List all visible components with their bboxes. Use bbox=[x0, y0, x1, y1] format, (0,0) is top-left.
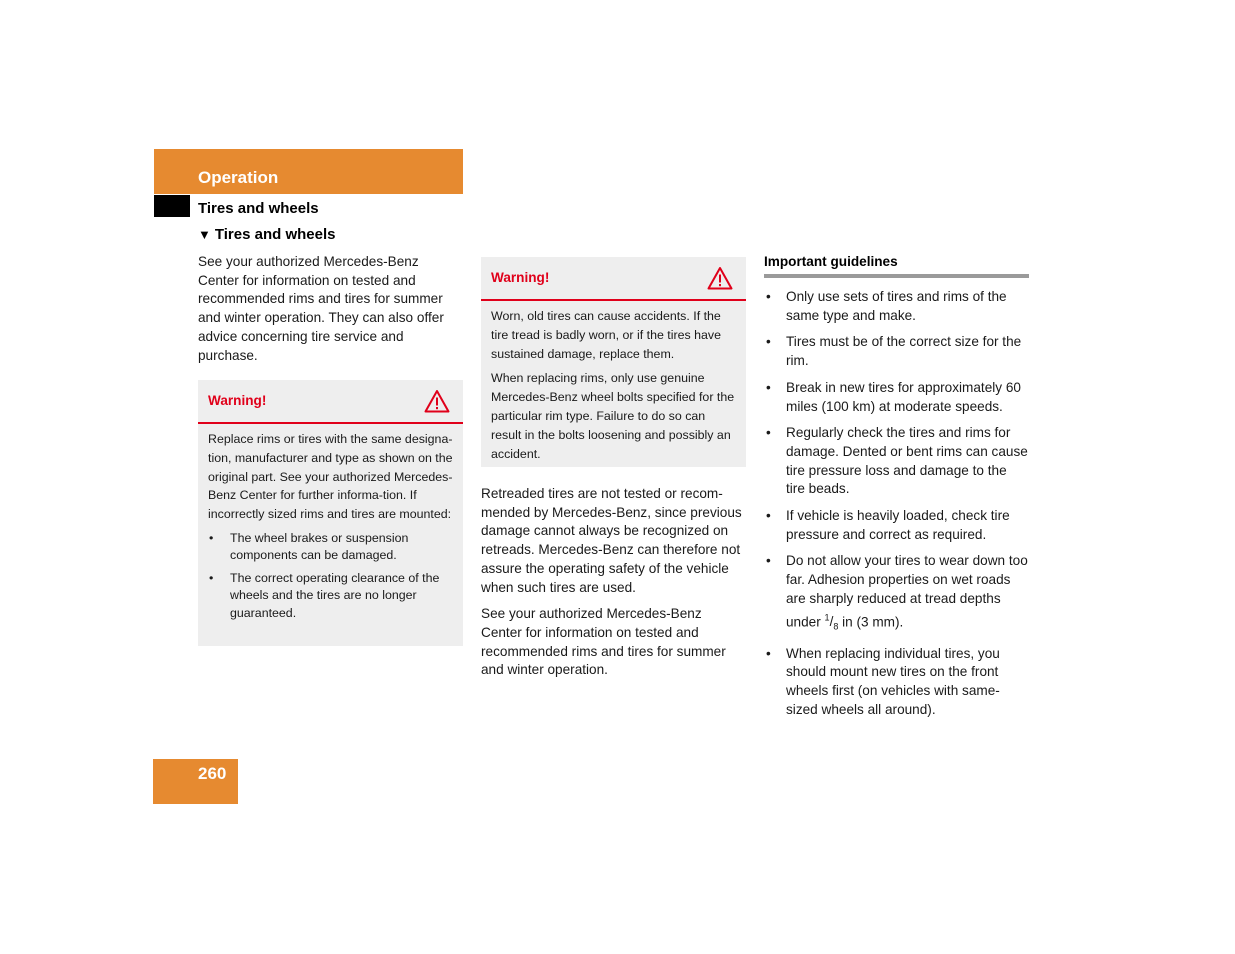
fraction-one-eighth bbox=[824, 612, 839, 632]
topic-heading bbox=[198, 226, 335, 243]
fraction-denominator: 8 bbox=[833, 621, 839, 632]
list-item: • Tires must be of the correct size for the rim. bbox=[764, 333, 1029, 370]
retread-paragraph: Retreaded tires are not tested or recom-mended by Mercedes-Benz, since previous damage cannot always be recognized on retreads. Mercedes-Benz can therefore not assure the operating safety of the vehicle when such tires are used. bbox=[481, 486, 742, 595]
warning-body bbox=[481, 301, 746, 477]
guidelines-heading: Important guidelines bbox=[764, 254, 1029, 278]
fraction-numerator: 1 bbox=[824, 612, 830, 623]
tread-text-after: in (3 mm). bbox=[838, 614, 904, 630]
list-item: • Break in new tires for approximately 60 miles (100 km) at moderate speeds. bbox=[764, 379, 1029, 416]
warning-triangle-icon bbox=[707, 266, 733, 290]
list-item: • If vehicle is heavily loaded, check tire pressure and correct as required. bbox=[764, 507, 1029, 544]
warning-box-rims bbox=[198, 380, 463, 646]
list-item: • Regularly check the tires and rims for damage. Dented or bent rims can cause tire pressure loss and damage to the tire beads. bbox=[764, 424, 1029, 499]
warning-bullet-list bbox=[208, 530, 454, 623]
list-item: • The wheel brakes or suspension components can be damaged. bbox=[208, 530, 454, 565]
warning-paragraph: When replacing rims, only use genuine Mercedes-Benz wheel bolts specified for the particular rim type. Failure to do so can result in the bolts loosening and possibly an accident. bbox=[491, 371, 735, 461]
list-item-tread-depth bbox=[764, 552, 1029, 636]
retread-text bbox=[481, 485, 746, 688]
warning-header bbox=[481, 257, 746, 301]
warning-header bbox=[198, 380, 463, 424]
warning-paragraph: Worn, old tires can cause accidents. If the tire tread is badly worn, or if the tires have sustained damage, replace them. bbox=[491, 309, 722, 361]
warning-label: Warning! bbox=[208, 393, 267, 408]
subsection-title: Tires and wheels bbox=[198, 200, 319, 217]
section-title: Operation bbox=[198, 168, 279, 187]
warning-body bbox=[198, 424, 463, 635]
page-number: 260 bbox=[198, 764, 227, 783]
triangle-down-icon: ▼ bbox=[198, 227, 211, 242]
list-item: • The correct operating clearance of the wheels and the tires are no longer guaranteed. bbox=[208, 570, 454, 623]
list-item: • When replacing individual tires, you should mount new tires on the front wheels first (on vehicles with same-sized wheels all around). bbox=[764, 645, 1029, 720]
warning-label: Warning! bbox=[491, 270, 550, 285]
guidelines-list bbox=[764, 288, 1029, 727]
warning-triangle-icon bbox=[424, 389, 450, 413]
intro-paragraph: See your authorized Mercedes-Benz Center for information on tested and recommended rims and tires for summer and winter operation. They can also offer advice concerning tire service and purchase. bbox=[198, 254, 444, 363]
list-item: • Only use sets of tires and rims of the same type and make. bbox=[764, 288, 1029, 325]
warning-box-worn-tires bbox=[481, 257, 746, 467]
chapter-marker bbox=[154, 195, 190, 217]
topic-heading-text: Tires and wheels bbox=[214, 226, 336, 243]
warning-paragraph: Replace rims or tires with the same designa-tion, manufacturer and type as shown on the original part. See your authorized Mercedes-Benz Center for further informa-tion. If incorrectly sized rims and tires are mounted: bbox=[208, 432, 453, 522]
tread-text-before: Do not allow your tires to wear down too far. Adhesion properties on wet roads are sharply reduced at tread depths under bbox=[786, 553, 1028, 630]
dealer-paragraph: See your authorized Mercedes-Benz Center for information on tested and recommended rims and tires for summer and winter operation. bbox=[481, 606, 726, 678]
fraction-slash: / bbox=[829, 614, 834, 630]
